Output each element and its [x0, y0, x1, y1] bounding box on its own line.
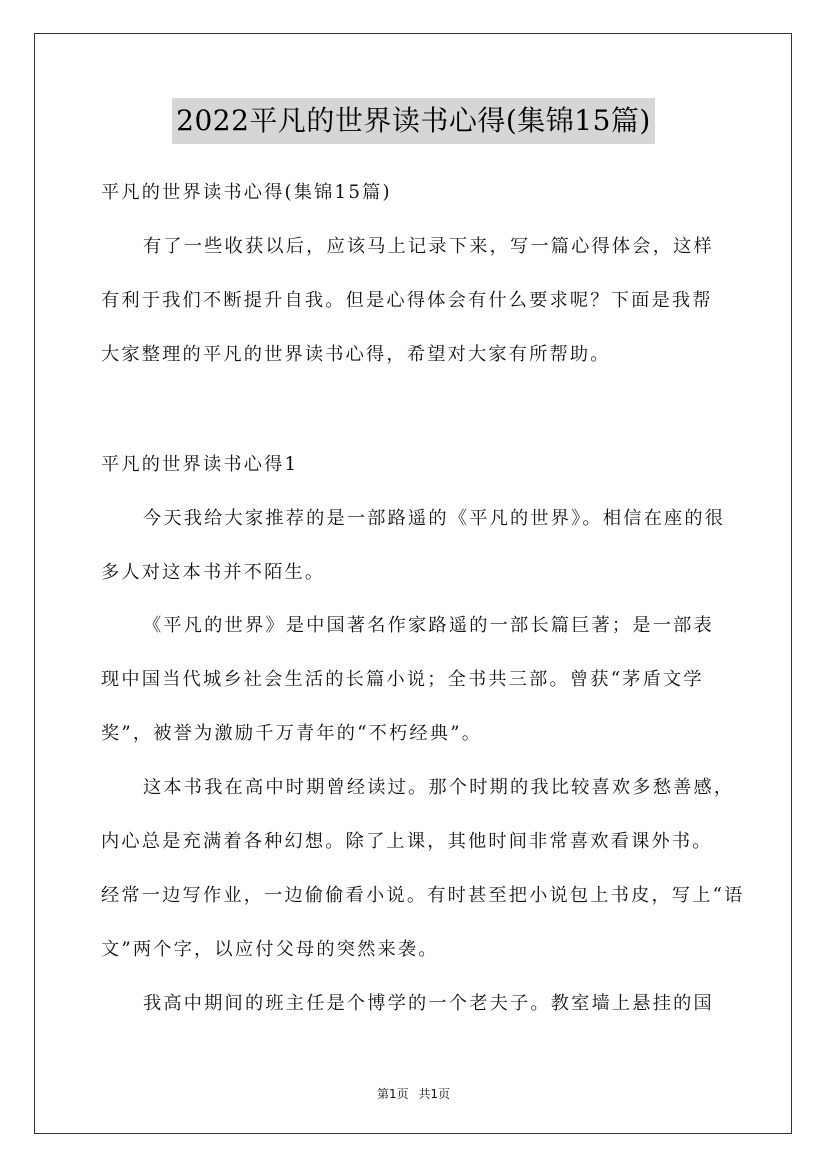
paragraph-line: 《平凡的世界》是中国著名作家路遥的一部长篇巨著；是一部表 — [143, 615, 714, 636]
section-heading: 平凡的世界读书心得1 — [101, 454, 299, 475]
paragraph-line: 大家整理的平凡的世界读书心得，希望对大家有所帮助。 — [101, 344, 611, 365]
paragraph-line: 有了一些收获以后，应该马上记录下来，写一篇心得体会，这样 — [143, 236, 714, 257]
page-footer — [0, 1085, 827, 1102]
paragraph-line: 文”两个字，以应付父母的突然来袭。 — [101, 939, 439, 960]
paragraph-line: 经常一边写作业，一边偷偷看小说。有时甚至把小说包上书皮，写上“语 — [101, 885, 745, 906]
paragraph-line: 有利于我们不断提升自我。但是心得体会有什么要求呢？下面是我帮 — [101, 290, 713, 311]
page-number-total: 共1页 — [418, 1087, 451, 1101]
document-subtitle: 平凡的世界读书心得(集锦15篇) — [101, 182, 392, 203]
paragraph-line: 现中国当代城乡社会生活的长篇小说；全书共三部。曾获“茅盾文学 — [101, 669, 704, 690]
page-number-current: 第1页 — [376, 1087, 409, 1101]
paragraph-line: 我高中期间的班主任是个博学的一个老夫子。教室墙上悬挂的国 — [143, 993, 714, 1014]
paragraph-line: 多人对这本书并不陌生。 — [101, 562, 326, 583]
paragraph-line: 内心总是充满着各种幻想。除了上课，其他时间非常喜欢看课外书。 — [101, 831, 713, 852]
document-title — [0, 98, 827, 148]
document-title-text: 2022平凡的世界读书心得(集锦15篇) — [172, 98, 655, 144]
paragraph-line: 这本书我在高中时期曾经读过。那个时期的我比较喜欢多愁善感， — [143, 777, 735, 798]
paragraph-line: 今天我给大家推荐的是一部路遥的《平凡的世界》。相信在座的很 — [143, 508, 726, 529]
paragraph-line: 奖”，被誉为激励千万青年的“不朽经典”。 — [101, 723, 483, 744]
